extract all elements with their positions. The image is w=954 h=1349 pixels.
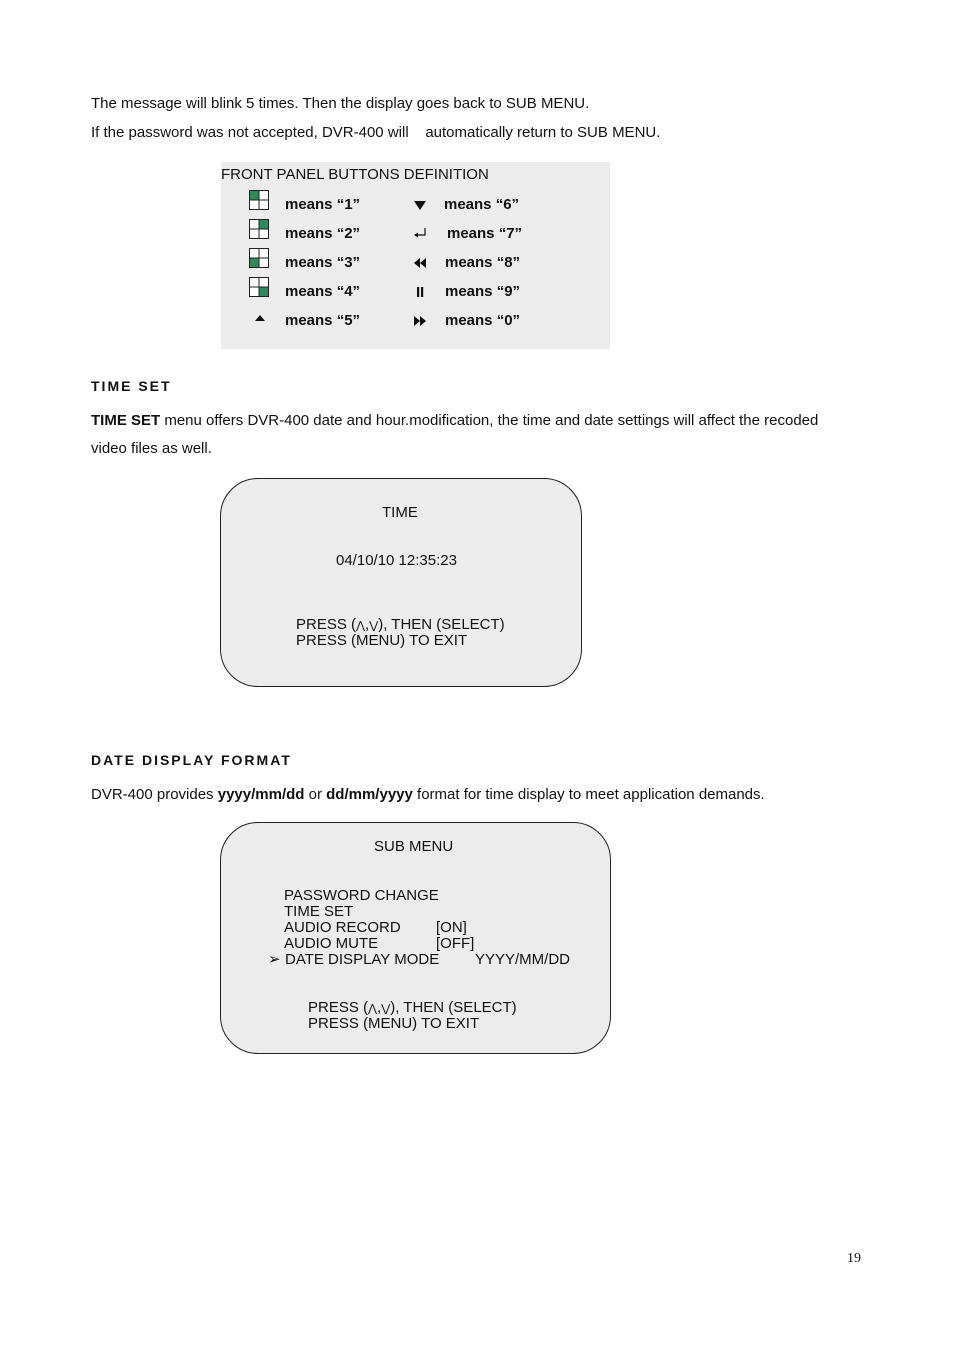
press-text-c: ), THEN (SELECT)	[390, 999, 517, 1016]
up-arrow-icon: ⋀	[368, 1003, 378, 1015]
fast-forward-icon	[411, 314, 429, 328]
time-screen-press-exit: PRESS (MENU) TO EXIT	[296, 632, 468, 649]
legend-label-2: means “2”	[285, 225, 361, 242]
page-number: 19	[847, 1251, 861, 1266]
rewind-icon	[411, 256, 429, 270]
legend-label-0: means “0”	[445, 312, 521, 329]
quad-bottom-left-icon	[249, 248, 269, 268]
intro-line-1: The message will blink 5 times. Then the display goes back to SUB MENU.	[91, 95, 590, 112]
time-screen-title: TIME	[382, 504, 418, 521]
quad-top-right-icon	[249, 219, 269, 239]
legend-label-8: means “8”	[445, 254, 521, 271]
press-text-a: PRESS (	[308, 999, 369, 1016]
desc-format-1: yyyy/mm/dd	[217, 786, 305, 803]
time-set-desc-bold: TIME SET	[91, 412, 161, 429]
submenu-value-date-display-mode: YYYY/MM/DD	[475, 951, 571, 968]
press-text-a: PRESS (	[296, 616, 357, 633]
date-format-desc	[91, 786, 765, 803]
intro-line-2: If the password was not accepted, DVR-400 will automatically return to SUB MENU.	[91, 124, 661, 141]
down-arrow-icon: ⋁	[369, 620, 379, 632]
quad-top-left-icon	[249, 190, 269, 210]
legend-label-4: means “4”	[285, 283, 361, 300]
submenu-item-date-display-mode: DATE DISPLAY MODE	[285, 951, 440, 968]
quad-bottom-right-icon	[249, 277, 269, 297]
submenu-item-audio-mute: AUDIO MUTE	[284, 935, 379, 952]
desc-e: format for time display to meet application demands.	[412, 786, 765, 803]
down-arrow-icon	[411, 198, 429, 212]
up-arrow-icon: ⋀	[356, 620, 366, 632]
enter-icon	[411, 225, 429, 241]
legend-label-3: means “3”	[285, 254, 361, 271]
desc-a: DVR-400 provides	[91, 786, 218, 803]
submenu-screen	[220, 822, 611, 1054]
pause-icon	[411, 285, 429, 299]
press-text-b: ,	[377, 999, 382, 1016]
submenu-item-time-set: TIME SET	[284, 903, 354, 920]
front-panel-legend	[221, 162, 610, 349]
submenu-press-exit: PRESS (MENU) TO EXIT	[308, 1015, 480, 1032]
legend-label-6: means “6”	[444, 196, 520, 213]
time-set-desc-text: menu offers DVR-400 date and hour.modification, the time and date settings will affect the recoded	[160, 412, 819, 429]
legend-title: FRONT PANEL BUTTONS DEFINITION	[221, 166, 489, 183]
legend-label-5: means “5”	[285, 312, 361, 329]
press-text-b: ,	[365, 616, 370, 633]
desc-format-2: dd/mm/yyyy	[326, 786, 413, 803]
legend-label-9: means “9”	[445, 283, 521, 300]
time-screen-datetime: 04/10/10 12:35:23	[336, 552, 457, 569]
time-set-heading: TIME SET	[91, 378, 172, 394]
cursor-arrow-icon: ➢	[268, 951, 281, 968]
legend-label-7: means “7”	[447, 225, 523, 242]
press-text-c: ), THEN (SELECT)	[378, 616, 505, 633]
time-screen	[220, 478, 582, 687]
submenu-value-audio-record: [ON]	[436, 919, 467, 936]
submenu-value-audio-mute: [OFF]	[436, 935, 475, 952]
submenu-item-password-change: PASSWORD CHANGE	[284, 887, 439, 904]
down-arrow-icon: ⋁	[381, 1003, 391, 1015]
date-format-heading: DATE DISPLAY FORMAT	[91, 752, 292, 768]
up-arrow-icon	[251, 312, 269, 324]
time-set-desc-line-1	[91, 412, 818, 429]
submenu-title: SUB MENU	[374, 838, 454, 855]
time-set-desc-line-2: video files as well.	[91, 440, 212, 457]
submenu-item-audio-record: AUDIO RECORD	[284, 919, 401, 936]
legend-label-1: means “1”	[285, 196, 361, 213]
desc-c: or	[304, 786, 327, 803]
